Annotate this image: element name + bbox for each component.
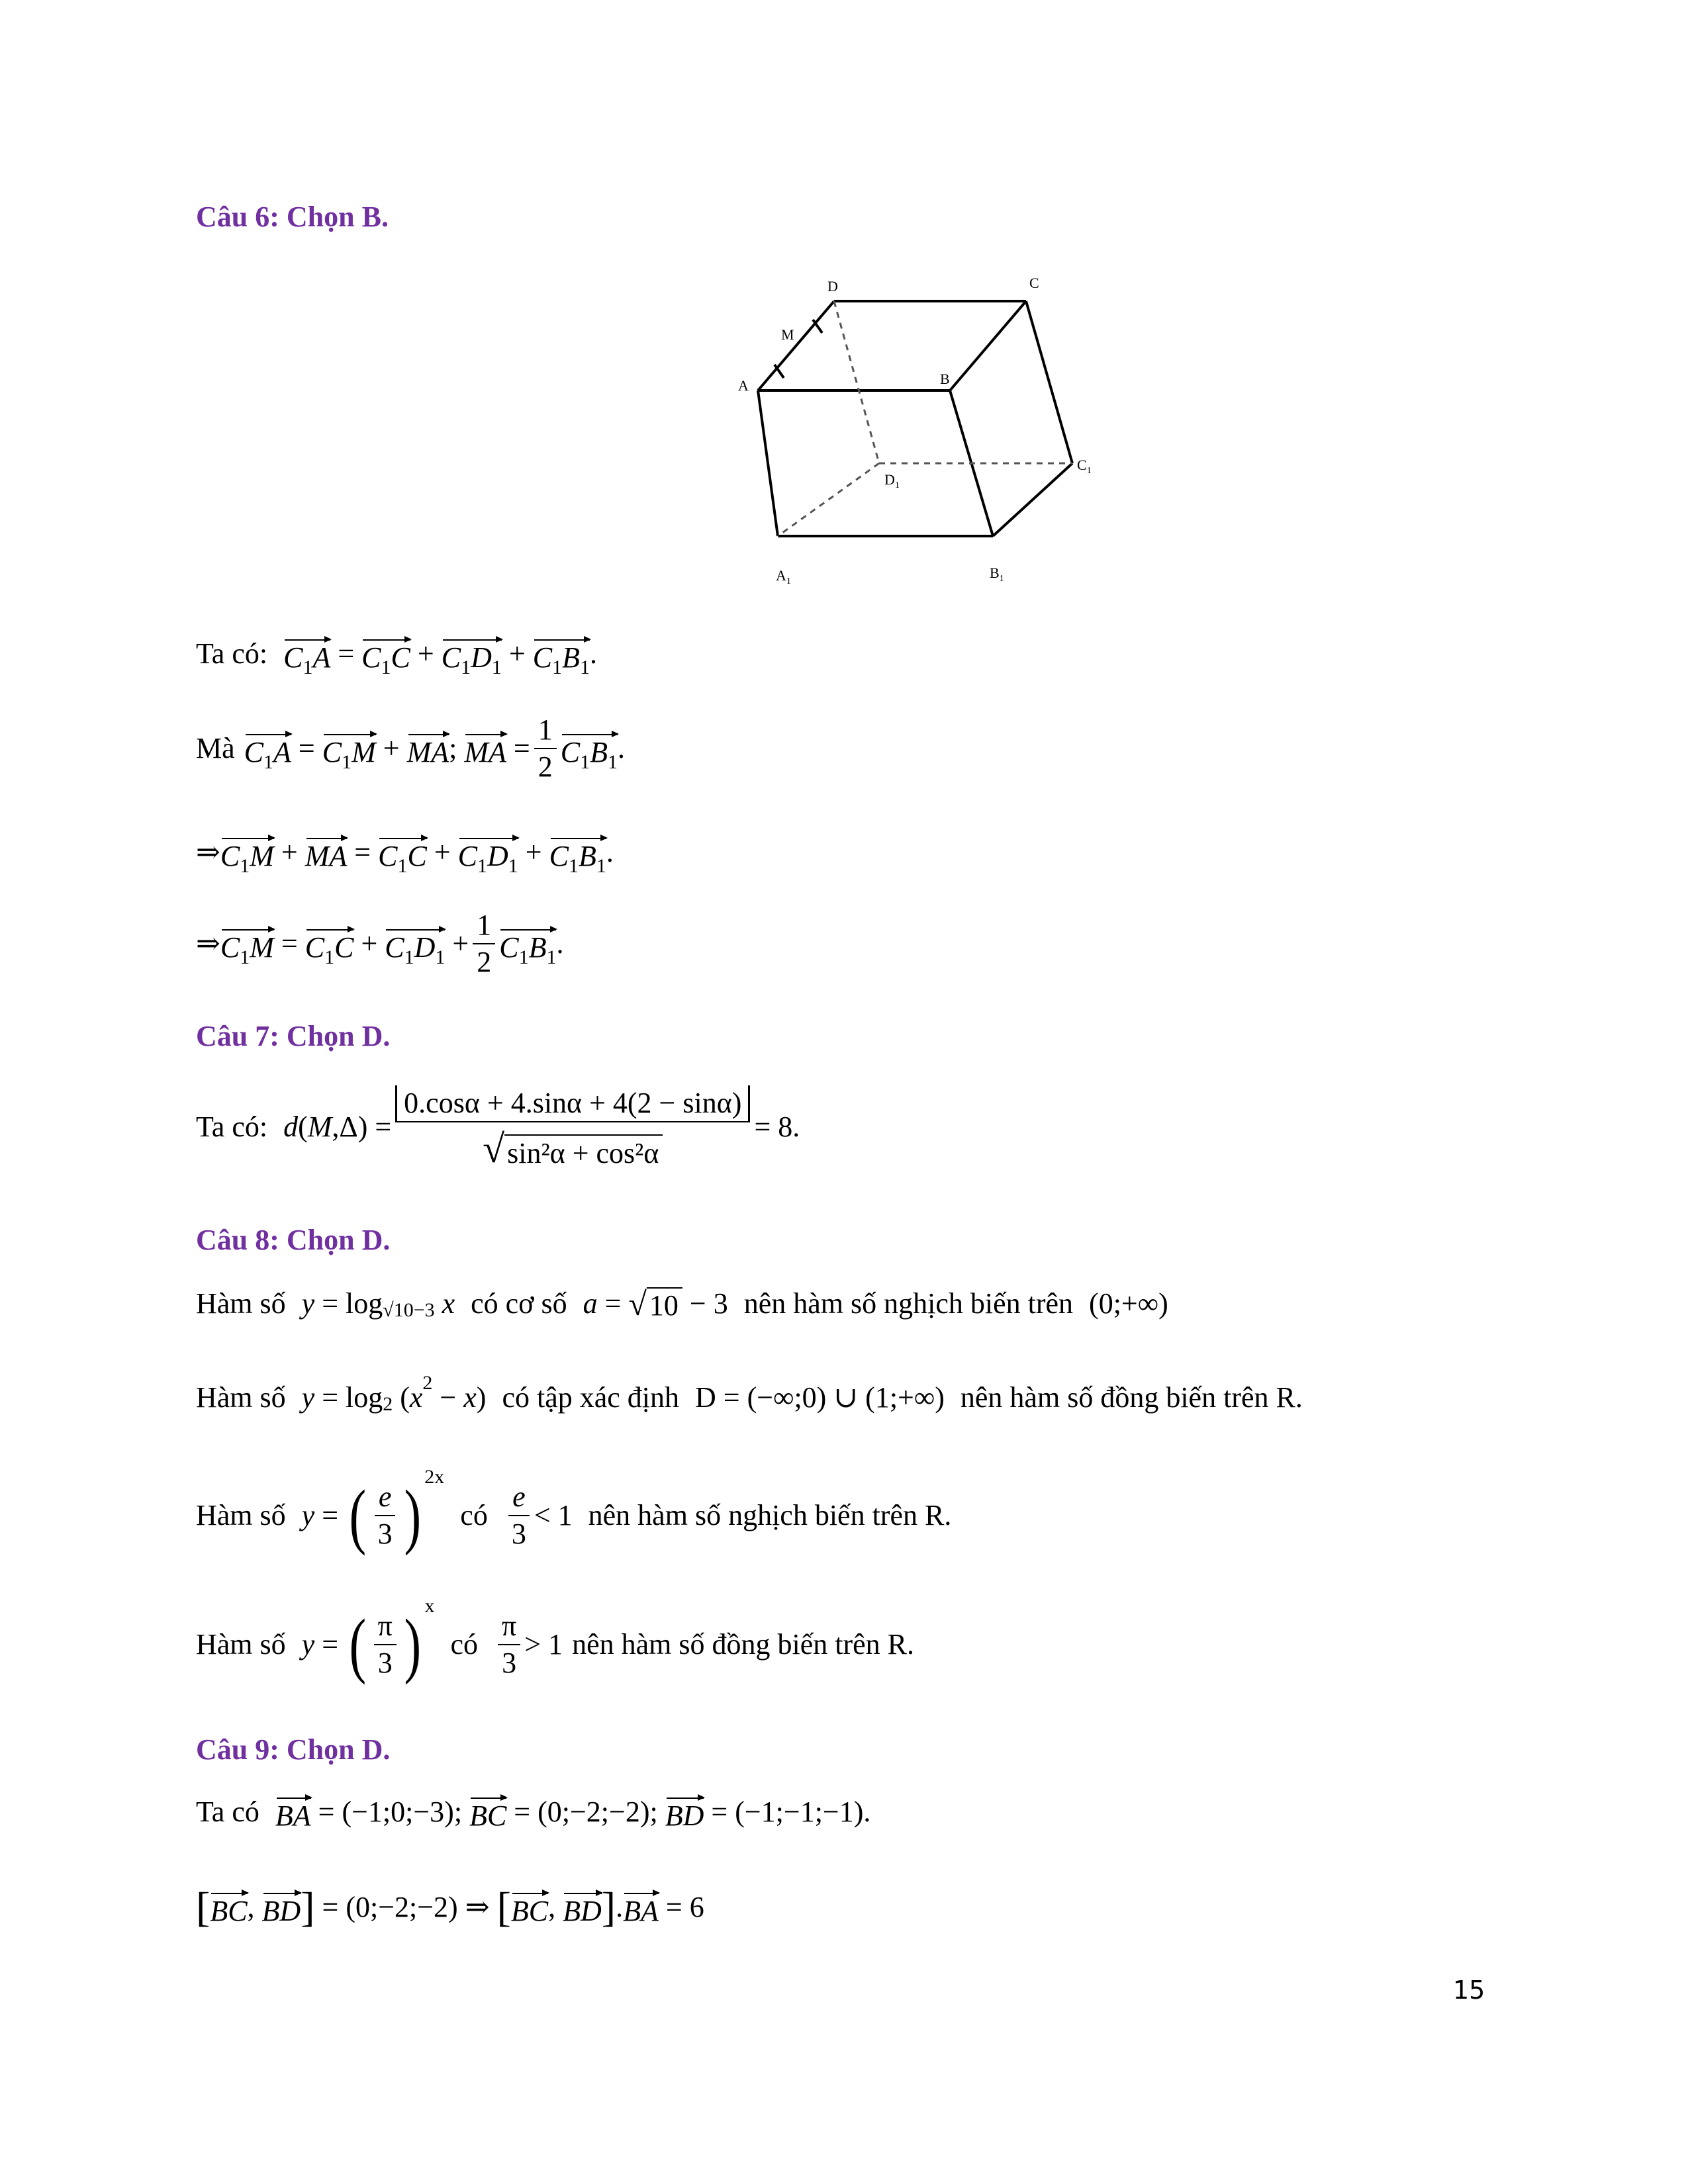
q8-line4: Hàm số y = ( $\frac{\pi}{3}$ ) x có $\frac{\pi}{3}$ > 1 nên hàm số đồng biến trên R.: [196, 1595, 915, 1685]
q6-line3: ⇒ $C_1M$ + MA = $C_1C$ + $C_1D_1$ + $C_1B_1$ .: [196, 834, 614, 871]
q6-heading: Câu 6: Chọn B.: [196, 201, 389, 233]
q7-line: Ta có: d ( M ,Δ) = 0.cosα + 4.sinα + 4(2 − sinα) √ sin²α + cos²α = 8.: [196, 1087, 800, 1171]
q8-line3: Hàm số y = ( $\frac{e}{3}$ ) 2x có $\frac{e}{3}$ < 1 nên hàm số nghịch biến trên R.: [196, 1466, 952, 1556]
q9-line1: Ta có BA = (−1;0;−3); BC = (0;−2;−2); BD = (−1;−1;−1).: [196, 1794, 870, 1831]
label-B: B: [940, 371, 950, 387]
q8-line1: Hàm số y = log √10−3 x có cơ số a = √ 10 − 3 nên hàm số nghịch biến trên (0;+∞): [196, 1285, 1168, 1322]
label-D1: $D_1$: [884, 471, 900, 490]
label-B1: $B_1$: [990, 565, 1004, 584]
q6-line4: ⇒ $C_1M$ = $C_1C$ + $C_1D_1$ + $\frac{1}{2}$ $C_1B_1$ .: [196, 909, 564, 979]
q9-line2: [ BC , BD ] = (0;−2;−2) ⇒ [ BC , BD ] . BA = 6: [196, 1884, 704, 1931]
label-D: D: [827, 278, 838, 295]
page-number: 15: [1453, 1976, 1485, 2005]
q6-line1: Ta có: $C_1A$ = $C_1C$ + $C_1D_1$ + $C_1B_1$ .: [196, 635, 597, 672]
label-C1: $C_1$: [1077, 457, 1092, 476]
q6-line2: Mà $C_1A$ = $C_1M$ + MA ; MA = $\frac{1}{2}$ $C_1B_1$ .: [196, 713, 625, 784]
label-A: A: [738, 377, 749, 394]
q8-line2: Hàm số y = log 2 ( x 2 − x ) có tập xác định D = (−∞;0) ∪ (1;+∞) nên hàm số đồng biến trên R.: [196, 1372, 1303, 1415]
q8-heading: Câu 8: Chọn D.: [196, 1224, 391, 1256]
q9-heading: Câu 9: Chọn D.: [196, 1733, 391, 1766]
label-M: M: [781, 326, 794, 343]
label-A1: $A_1$: [776, 567, 791, 586]
label-C: C: [1029, 275, 1039, 291]
parallelepiped-figure: [728, 268, 1112, 599]
q7-heading: Câu 7: Chọn D.: [196, 1020, 391, 1052]
